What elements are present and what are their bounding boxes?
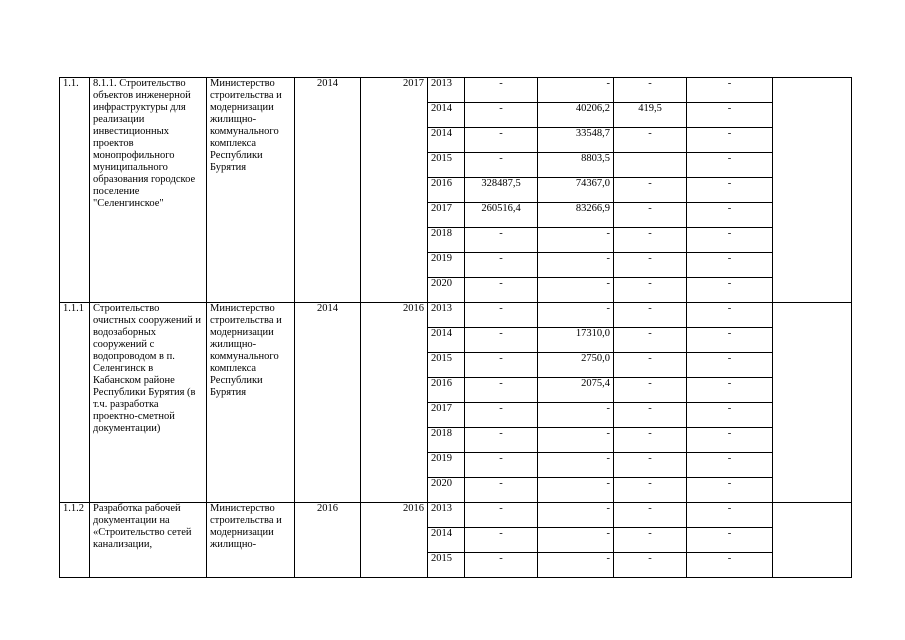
item-code: 1.1.: [60, 78, 90, 303]
value-cell-c4: -: [687, 553, 773, 578]
value-cell-c4: -: [687, 528, 773, 553]
value-cell-c1: -: [465, 103, 538, 128]
value-cell-c4: -: [687, 428, 773, 453]
end-year: 2017: [361, 78, 428, 303]
year-cell: 2019: [428, 253, 465, 278]
value-cell-c3: -: [614, 453, 687, 478]
year-cell: 2014: [428, 103, 465, 128]
value-cell-c2: -: [538, 278, 614, 303]
value-cell-c1: -: [465, 328, 538, 353]
program-table: [59, 77, 852, 578]
value-cell-c2: -: [538, 528, 614, 553]
table-row: [60, 78, 852, 103]
value-cell-c3: -: [614, 228, 687, 253]
year-cell: 2017: [428, 403, 465, 428]
value-cell-c2: 74367,0: [538, 178, 614, 203]
value-cell-c3: -: [614, 128, 687, 153]
year-cell: 2016: [428, 378, 465, 403]
year-cell: 2014: [428, 328, 465, 353]
year-cell: 2020: [428, 278, 465, 303]
value-cell-c4: -: [687, 328, 773, 353]
value-cell-c3: -: [614, 78, 687, 103]
value-cell-c3: -: [614, 253, 687, 278]
value-cell-c1: 260516,4: [465, 203, 538, 228]
year-cell: 2013: [428, 303, 465, 328]
year-cell: 2015: [428, 153, 465, 178]
value-cell-c3: -: [614, 178, 687, 203]
value-cell-c4: -: [687, 453, 773, 478]
value-cell-c2: -: [538, 403, 614, 428]
value-cell-c1: -: [465, 453, 538, 478]
item-name: 8.1.1. Строительство объектов инженерной инфраструктуры для реализации инвестиционных проектов монопрофильного муниципального образования городское поселение "Селенгинское": [90, 78, 207, 303]
value-cell-c4: -: [687, 228, 773, 253]
value-cell-c3: -: [614, 378, 687, 403]
year-cell: 2016: [428, 178, 465, 203]
notes-cell: [773, 303, 852, 503]
value-cell-c2: -: [538, 453, 614, 478]
value-cell-c2: -: [538, 78, 614, 103]
start-year: 2014: [295, 303, 361, 503]
year-cell: 2014: [428, 528, 465, 553]
value-cell-c1: 328487,5: [465, 178, 538, 203]
value-cell-c3: -: [614, 328, 687, 353]
value-cell-c4: -: [687, 153, 773, 178]
value-cell-c4: -: [687, 353, 773, 378]
value-cell-c3: [614, 153, 687, 178]
value-cell-c3: -: [614, 203, 687, 228]
year-cell: 2017: [428, 203, 465, 228]
value-cell-c3: -: [614, 528, 687, 553]
item-code: 1.1.1: [60, 303, 90, 503]
value-cell-c1: -: [465, 528, 538, 553]
value-cell-c2: -: [538, 228, 614, 253]
value-cell-c1: -: [465, 253, 538, 278]
value-cell-c2: 2075,4: [538, 378, 614, 403]
value-cell-c4: -: [687, 253, 773, 278]
value-cell-c2: -: [538, 503, 614, 528]
end-year: 2016: [361, 503, 428, 578]
notes-cell: [773, 503, 852, 578]
value-cell-c3: -: [614, 278, 687, 303]
value-cell-c1: -: [465, 378, 538, 403]
value-cell-c2: -: [538, 253, 614, 278]
responsible-org: Министерство строительства и модернизации жилищно-коммунального комплекса Республики Бурятия: [207, 303, 295, 503]
responsible-org: Министерство строительства и модернизации жилищно-: [207, 503, 295, 578]
value-cell-c3: -: [614, 353, 687, 378]
responsible-org: Министерство строительства и модернизации жилищно-коммунального комплекса Республики Бурятия: [207, 78, 295, 303]
value-cell-c2: 40206,2: [538, 103, 614, 128]
value-cell-c4: -: [687, 278, 773, 303]
value-cell-c1: -: [465, 153, 538, 178]
value-cell-c2: -: [538, 428, 614, 453]
value-cell-c4: -: [687, 203, 773, 228]
notes-cell: [773, 78, 852, 303]
start-year: 2016: [295, 503, 361, 578]
value-cell-c4: -: [687, 178, 773, 203]
value-cell-c3: -: [614, 478, 687, 503]
start-year: 2014: [295, 78, 361, 303]
value-cell-c4: -: [687, 478, 773, 503]
value-cell-c4: -: [687, 378, 773, 403]
year-cell: 2013: [428, 78, 465, 103]
value-cell-c2: -: [538, 478, 614, 503]
table-body: [60, 78, 852, 578]
value-cell-c2: -: [538, 553, 614, 578]
year-cell: 2015: [428, 553, 465, 578]
item-code: 1.1.2: [60, 503, 90, 578]
value-cell-c2: 2750,0: [538, 353, 614, 378]
value-cell-c2: 83266,9: [538, 203, 614, 228]
year-cell: 2018: [428, 228, 465, 253]
table-row: [60, 303, 852, 328]
value-cell-c3: 419,5: [614, 103, 687, 128]
year-cell: 2019: [428, 453, 465, 478]
value-cell-c3: -: [614, 403, 687, 428]
value-cell-c1: -: [465, 278, 538, 303]
table-row: [60, 503, 852, 528]
value-cell-c2: 33548,7: [538, 128, 614, 153]
value-cell-c1: -: [465, 228, 538, 253]
year-cell: 2020: [428, 478, 465, 503]
value-cell-c1: -: [465, 503, 538, 528]
value-cell-c2: 8803,5: [538, 153, 614, 178]
value-cell-c2: 17310,0: [538, 328, 614, 353]
year-cell: 2014: [428, 128, 465, 153]
end-year: 2016: [361, 303, 428, 503]
value-cell-c1: -: [465, 478, 538, 503]
value-cell-c1: -: [465, 428, 538, 453]
value-cell-c4: -: [687, 403, 773, 428]
value-cell-c1: -: [465, 553, 538, 578]
value-cell-c4: -: [687, 303, 773, 328]
value-cell-c3: -: [614, 553, 687, 578]
value-cell-c1: -: [465, 403, 538, 428]
year-cell: 2018: [428, 428, 465, 453]
value-cell-c1: -: [465, 78, 538, 103]
item-name: Строительство очистных сооружений и водозаборных сооружений с водопроводом в п. Селенгинск в Кабанском районе Республики Бурятия (в т.ч. разработка проектно-сметной документации): [90, 303, 207, 503]
value-cell-c4: -: [687, 503, 773, 528]
value-cell-c1: -: [465, 303, 538, 328]
value-cell-c3: -: [614, 503, 687, 528]
item-name: Разработка рабочей документации на «Строительство сетей канализации,: [90, 503, 207, 578]
year-cell: 2013: [428, 503, 465, 528]
value-cell-c4: -: [687, 128, 773, 153]
value-cell-c1: -: [465, 353, 538, 378]
year-cell: 2015: [428, 353, 465, 378]
value-cell-c4: -: [687, 103, 773, 128]
value-cell-c1: -: [465, 128, 538, 153]
value-cell-c2: -: [538, 303, 614, 328]
value-cell-c3: -: [614, 428, 687, 453]
value-cell-c3: -: [614, 303, 687, 328]
value-cell-c4: -: [687, 78, 773, 103]
